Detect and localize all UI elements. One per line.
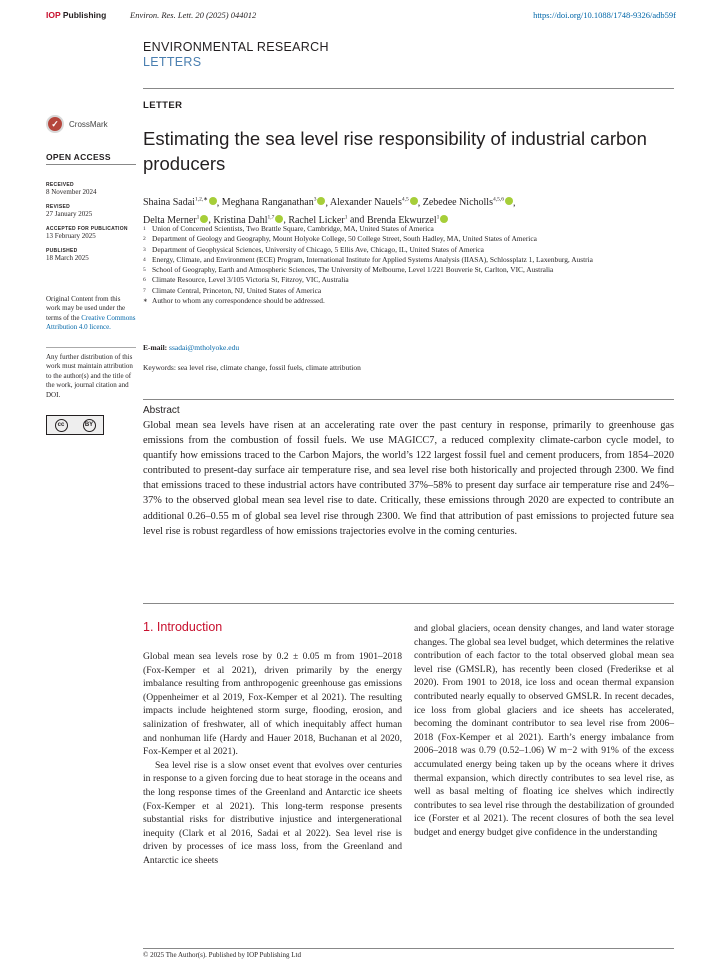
paragraph: and global glaciers, ocean density changes, and land water storage changes. The global sea level budget, which determines the relative contribution of each factor to the total observed global mean sea level rise (GMSLR), has recently been closed (Frederikse et al 2020). From 1901 to 2018, ice loss and ocean thermal expansion contributed nearly equally to observed GMSLR. In recent decades, ice loss from global glaciers and ice sheets has accelerated, becoming the dominant contributor to sea level rise from 2006–2018 (Fox-Kemper et al 2021). Earth’s energy imbalance from 2006–2018 was 0.79 (0.52–1.06) W m−2 with 91% of the excess accumulated energy being taken up by the oceans where it drives thermal expansion, which directly contributes to sea level rise, as well as basal melting of floating ice shelves which indirectly contributes to sea level rise through the destabilization of grounded ice (Forster et al 2021). The recent closures of both the sea level budget and energy budget give confidence in the understanding	[414, 623, 674, 838]
date-published: PUBLISHED 18 March 2025	[46, 248, 89, 262]
affiliation: 2 Department of Geology and Geography, Mount Holyoke College, 50 College Street, South Hadley, MA, United States of America	[143, 234, 537, 244]
corresponding-note: ∗ Author to whom any correspondence should be addressed.	[143, 296, 325, 306]
affiliation: 7 Climate Central, Princeton, NJ, United States of America	[143, 285, 322, 295]
email-link[interactable]: ssadai@mtholyoke.edu	[169, 343, 240, 352]
author-line: Delta Merner$^1$ , Kristina Dahl$^{1,7}$ , Rachel Licker$^1$ and Brenda Ekwurzel$^1$	[143, 210, 673, 227]
license-statement: Original Content from this work may be used under the terms of the Creative Commons Attribution 4.0 licence.	[46, 295, 136, 332]
license-link[interactable]: Creative Commons Attribution 4.0 licence.	[46, 313, 136, 332]
abstract-text: Global mean sea levels have risen at an accelerating rate over the past century in response, primarily to greenhouse gas emissions from the combustion of fossil fuels. We use MAGICC7, a reduced complexity climate-carbon cycle model, to quantify how emissions traced to the Carbon Majors, the world’s 122 largest fossil fuel and cement producers, from 1854–2020 contributed to present-day surface air temperature rise, and sea level rise both historically and projected through 2300. We find that emissions traced to these industrial actors have contributed 37%–58% to present day surface air temperature rise and 24%–37% to the observed global mean sea level rise to date. Critically, these emissions through 2020 are expected to contribute an additional 0.26–0.55 m of global sea level rise through 2300. We find that attribution of past emissions to projected future sea level rise is robust regardless of how emissions trajectories evolve in the coming centuries.	[143, 420, 674, 537]
paragraph: Sea level rise is a slow onset event that evolves over centuries in response to a given forcing due to heat storage in the oceans and the long response times of the Greenland and Antarctic ice sheets (Fox-Kemper et al 2021). This long-term response presents substantial risks for distributive injustice and intergenerational inequity (Clark et al 2016, Sadai et al 2022). Sea level rise is driven by processes of ice mass loss, from the Greenland and Antarctic ice sheets	[143, 759, 402, 866]
orcid-icon[interactable]	[440, 215, 448, 223]
copyright-footer: © 2025 The Author(s). Published by IOP Publishing Ltd	[143, 951, 301, 959]
distribution-statement: Any further distribution of this work must maintain attribution to the author(s) and the title of the work, journal citation and DOI.	[46, 353, 133, 399]
cc-by-badge[interactable]	[46, 415, 104, 435]
affiliations	[143, 224, 678, 306]
divider	[46, 347, 136, 348]
body-column-right	[414, 622, 674, 840]
section-heading: 1. Introduction	[143, 620, 223, 634]
divider	[143, 88, 674, 89]
author[interactable]: Alexander Nauels$^{4,5}$	[330, 197, 418, 208]
author[interactable]: Zebedee Nicholls$^{4,5,6}$	[423, 197, 513, 208]
doi-link[interactable]: https://doi.org/10.1088/1748-9326/adb59f	[533, 10, 676, 20]
divider	[143, 603, 674, 604]
orcid-icon[interactable]	[505, 197, 513, 205]
orcid-icon[interactable]	[209, 197, 217, 205]
abstract-heading: Abstract	[143, 405, 180, 416]
publisher-logo[interactable]: IOP Publishing	[46, 10, 107, 20]
running-header	[46, 10, 676, 24]
date-accepted: ACCEPTED FOR PUBLICATION 13 February 2025	[46, 226, 128, 240]
divider	[143, 399, 674, 400]
orcid-icon[interactable]	[410, 197, 418, 205]
divider	[143, 948, 674, 949]
author[interactable]: Meghana Ranganathan$^3$	[222, 197, 326, 208]
author[interactable]: Rachel Licker$^1$	[288, 214, 348, 226]
journal-citation: Environ. Res. Lett. 20 (2025) 044012	[130, 10, 257, 20]
journal-name-line1: ENVIRONMENTAL RESEARCH	[143, 40, 329, 54]
crossmark-button[interactable]: ✓ CrossMark	[46, 110, 136, 138]
email-line: E-mail: ssadai@mtholyoke.edu	[143, 343, 240, 352]
author[interactable]: Shaina Sadai$^{1,2,∗}$	[143, 197, 217, 208]
article-title: Estimating the sea level rise responsibility of industrial carbon producers	[143, 128, 647, 174]
history-dates	[46, 182, 128, 270]
date-revised: REVISED 27 January 2025	[46, 204, 93, 218]
paragraph: Global mean sea levels rose by 0.2 ± 0.05 m from 1901–2018 (Fox-Kemper et al 2021), driven primarily by the energy imbalance resulting from anthropogenic greenhouse gas emissions (Oppenheimer et al 2019, Fox-Kemper et al 2021). The resulting impacts include heightened storm surge, flooding, erosion, and salinization of freshwater, all of which inequitably affect human and nonhuman life (Hardy and Hauer 2018, Buchanan et al 2020, Fox-Kemper et al 2021).	[143, 651, 402, 758]
author-line: Shaina Sadai$^{1,2,∗}$ , Meghana Ranganathan$^3$ , Alexander Nauels$^{4,5}$ , Zebedee Nicholls$^{4,5,6}$ ,	[143, 197, 516, 209]
keywords: Keywords: sea level rise, climate change, fossil fuels, climate attribution	[143, 363, 361, 372]
affiliation: 1 Union of Concerned Scientists, Two Brattle Square, Cambridge, MA, United States of America	[143, 224, 434, 233]
author[interactable]: Kristina Dahl$^{1,7}$	[213, 215, 283, 226]
author-list	[143, 193, 673, 228]
cc-icon: cc	[55, 419, 68, 432]
journal-name-line2: LETTERS	[143, 55, 202, 69]
author[interactable]: Delta Merner$^1$	[143, 215, 208, 226]
divider	[46, 164, 136, 165]
affiliation: 5 School of Geography, Earth and Atmospheric Sciences, The University of Melbourne, Level 1/221 Bouverie St, Carlton, VIC, Australia	[143, 265, 554, 275]
date-received: RECEIVED 8 November 2024	[46, 182, 97, 196]
author[interactable]: Brenda Ekwurzel$^1$	[367, 215, 448, 226]
body-column-left	[143, 620, 402, 868]
affiliation: 3 Department of Geophysical Sciences, University of Chicago, 5 Ellis Ave, Chicago, IL, United States of America	[143, 244, 484, 254]
affiliation: 6 Climate Resource, Level 3/105 Victoria St, Fitzroy, VIC, Australia	[143, 275, 349, 285]
by-icon: BY	[83, 419, 96, 432]
crossmark-icon: ✓	[46, 115, 64, 133]
article-type: LETTER	[143, 100, 183, 111]
affiliation: 4 Energy, Climate, and Environment (ECE) Program, International Institute for Applied Systems Analysis (IIASA), Schlossplatz 1, Laxenburg, Austria	[143, 254, 593, 264]
journal-name	[143, 40, 329, 70]
open-access-label: OPEN ACCESS	[46, 152, 111, 162]
